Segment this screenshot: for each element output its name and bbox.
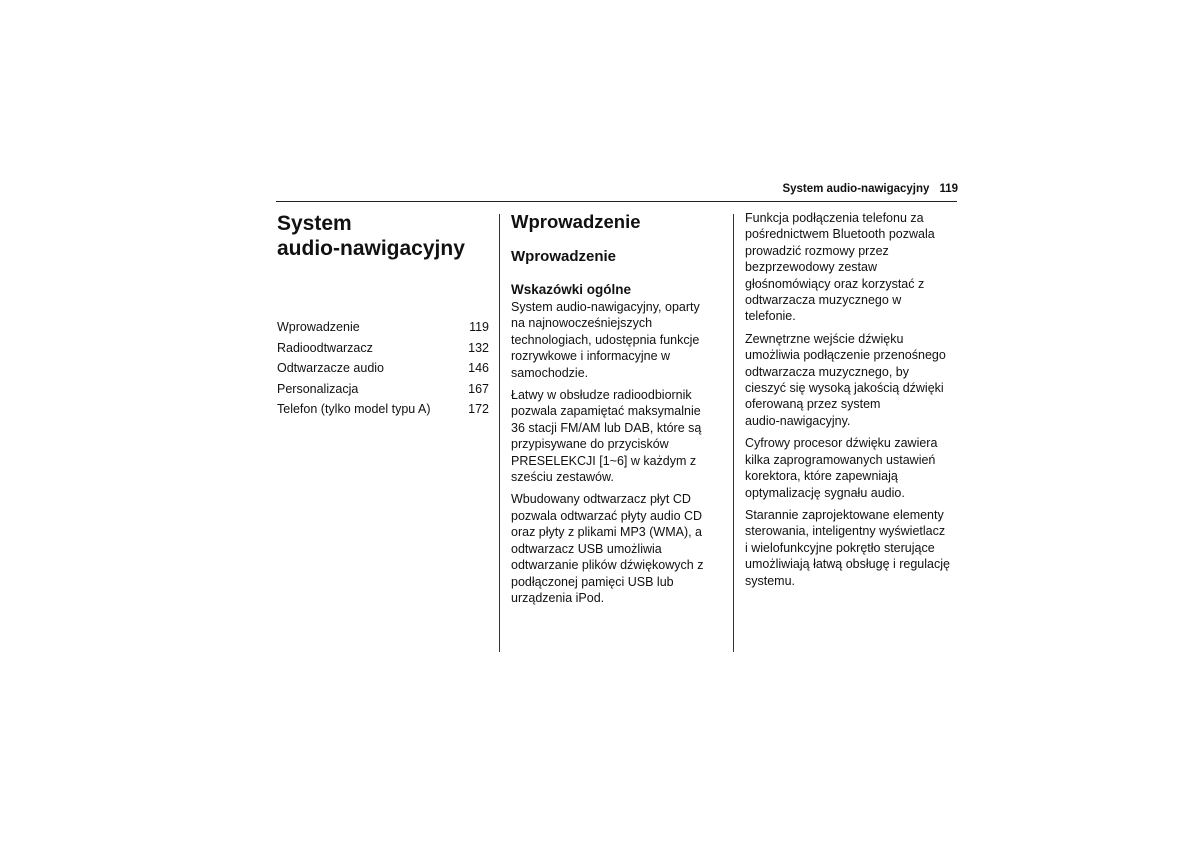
chapter-title: System audio-nawigacyjny xyxy=(277,212,465,260)
toc-entry-page: 146 xyxy=(468,361,489,375)
toc-entry-page: 167 xyxy=(468,381,489,396)
running-header-title: System audio-nawigacyjny xyxy=(782,183,930,195)
toc-entry-label: Telefon (tylko model typu A) xyxy=(277,402,431,416)
column-left xyxy=(277,210,489,420)
column-divider xyxy=(733,214,734,652)
running-header xyxy=(700,183,958,195)
toc-entry-page: 132 xyxy=(468,340,489,355)
paragraph: Łatwy w obsłudze radioodbiornik pozwala zapamiętać maksymalnie 36 stacji FM/AM lub DAB, które są przypisywane do przycisków PRESELEKCJI [1~6] w każdym z sześciu zestawów. xyxy=(511,388,702,485)
toc-entry-page: 172 xyxy=(468,402,489,416)
toc-entry-label: Wprowadzenie xyxy=(277,320,360,334)
paragraph: Funkcja podłączenia telefonu za pośrednictwem Bluetooth pozwala prowadzić rozmowy przez bezprzewodowy zestaw głośnomówiący oraz korzystać z odtwarzacza muzycznego w telefonie. xyxy=(745,211,935,324)
toc-entry-personalizacja[interactable] xyxy=(277,379,489,400)
toc-entry-wprowadzenie[interactable] xyxy=(277,317,489,338)
column-middle xyxy=(511,210,723,612)
toc-entry-telefon[interactable] xyxy=(277,399,489,420)
toc-entry-page: 119 xyxy=(469,320,489,334)
toc-entry-label: Radioodtwarzacz xyxy=(277,340,373,355)
paragraph: Zewnętrzne wejście dźwięku umożliwia podłączenie przenośnego odtwarzacza muzycznego, by cieszyć się wysoką jakością dźwięki oferowaną przez system audio-nawigacyjny. xyxy=(745,331,946,428)
paragraph: Cyfrowy procesor dźwięku zawiera kilka zaprogramowanych ustawień korektora, które zapewniają optymalizację sygnału audio. xyxy=(745,436,938,500)
toc-entry-label: Odtwarzacze audio xyxy=(277,361,385,375)
subsection-heading: Wprowadzenie xyxy=(511,248,617,265)
table-of-contents xyxy=(277,317,489,420)
section-heading: Wprowadzenie xyxy=(511,211,641,232)
header-rule xyxy=(276,201,957,202)
column-divider xyxy=(499,214,500,652)
toc-entry-label: Personalizacja xyxy=(277,381,359,396)
toc-entry-radioodtwarzacz[interactable] xyxy=(277,338,489,359)
page-number: 119 xyxy=(939,183,958,195)
toc-entry-odtwarzacze-audio[interactable] xyxy=(277,358,489,379)
paragraph: Starannie zaprojektowane elementy sterowania, inteligentny wyświetlacz i wielofunkcyjne pokrętło sterujące umożliwiają łatwą obsługę i regulację systemu. xyxy=(745,507,950,588)
column-right xyxy=(745,210,957,595)
paragraph: Wbudowany odtwarzacz płyt CD pozwala odtwarzać płyty audio CD oraz płyty z plikami MP3 (WMA), a odtwarzacz USB umożliwia odtwarzanie plików dźwiękowych z podłączonej pamięci USB lub urządzenia iPod. xyxy=(511,492,704,605)
topic-heading: Wskazówki ogólne xyxy=(511,282,632,297)
paragraph: System audio-nawigacyjny, oparty na najnowocześniejszych technologiach, udostępnia funkcje rozrywkowe i informacyjne w samochodzie. xyxy=(511,300,700,380)
